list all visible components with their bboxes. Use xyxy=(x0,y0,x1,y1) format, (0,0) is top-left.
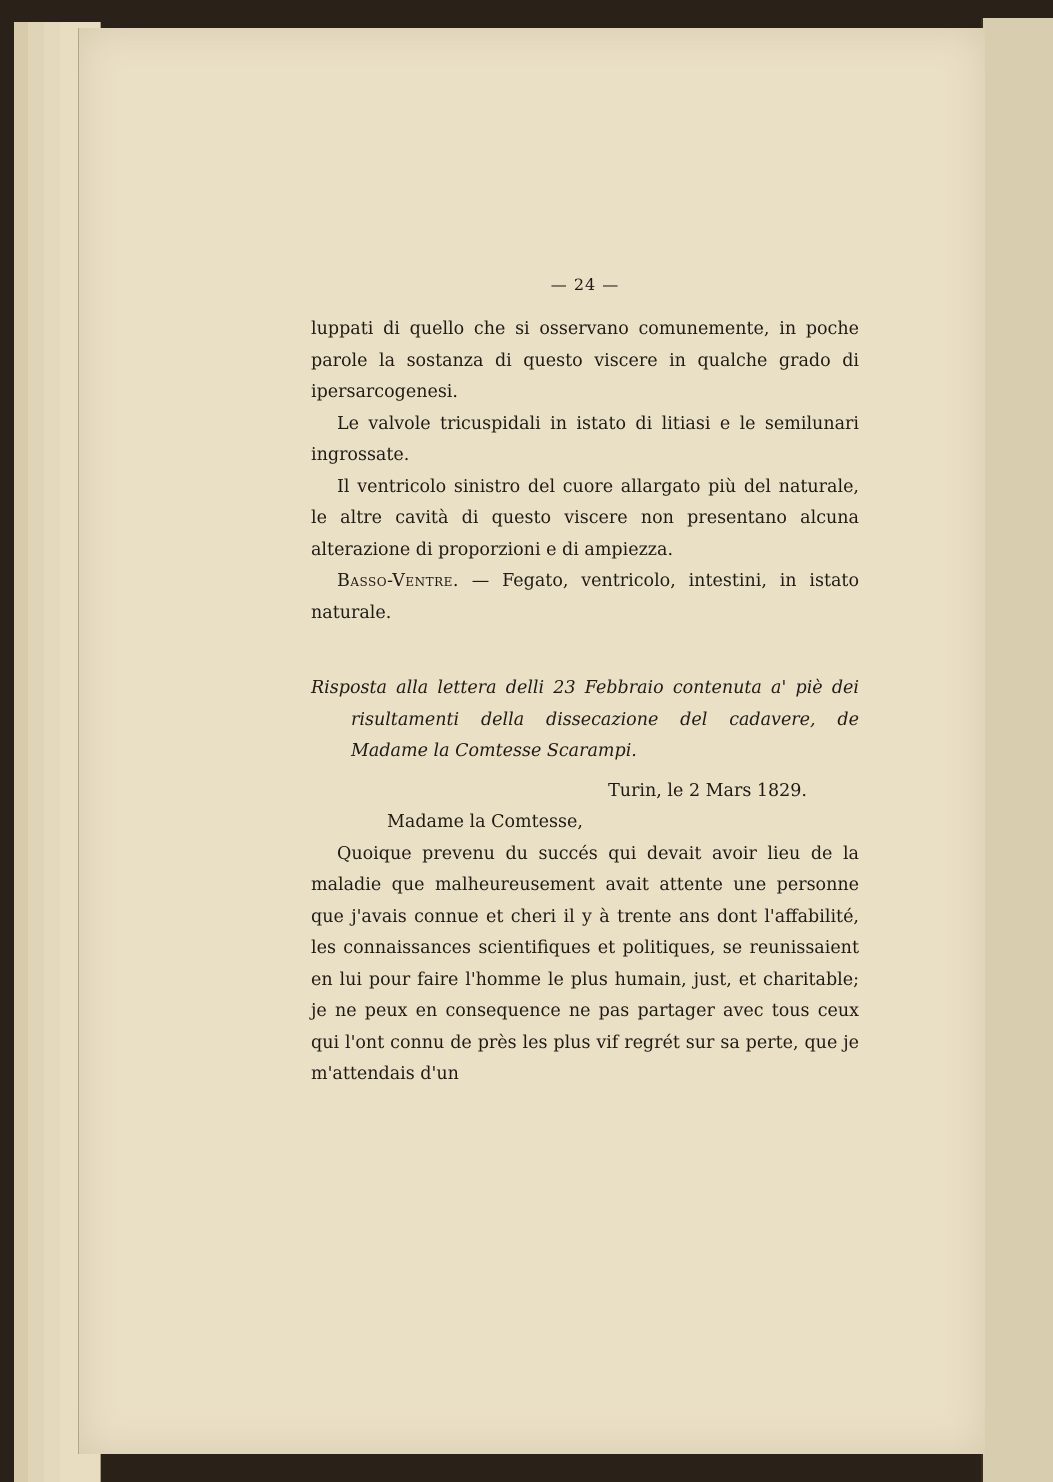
paragraph-abdomen-body: — Fegato, ventricolo, intestini, in istato naturale. xyxy=(311,571,859,623)
letter-dateline: Turin, le 2 Mars 1829. xyxy=(608,780,807,801)
page-number: — 24 — xyxy=(550,275,620,294)
section-heading: Basso-Ventre. xyxy=(337,571,459,591)
letter-caption: Risposta alla lettera delli 23 Febbraio contenuta a' piè dei risultamenti della dissecazione del cadavere, de Madame la Comtesse Scarampi. xyxy=(311,678,859,761)
next-page-leaf xyxy=(981,18,1053,1482)
book-page xyxy=(78,28,985,1454)
letter-body: Quoique prevenu du succés qui devait avoir lieu de la maladie que malheureusement avait attente une personne que j'avais connue et cheri il y à trente ans dont l'affabilité, les connaissances scientifiques et politiques, se reunissaient en lui pour faire l'homme le plus humain, just, et charitable; je ne peux en consequence ne pas partager avec tous ceux qui l'ont connu de près les plus vif regrét sur sa perte, que je m'attendais d'un xyxy=(311,843,859,1084)
paragraph-ventricle: Il ventricolo sinistro del cuore allargato più del naturale, le altre cavità di questo viscere non presentano alcuna alterazione di proporzioni e di ampiezza. xyxy=(311,476,859,560)
text-block xyxy=(311,314,859,1091)
paragraph-valves: Le valvole tricuspidali in istato di litiasi e le semilunari ingrossate. xyxy=(311,413,859,465)
letter-salutation: Madame la Comtesse, xyxy=(387,812,583,832)
paragraph-continuation: luppati di quello che si osservano comunemente, in poche parole la sostanza di questo viscere in qualche grado di ipersarcogenesi. xyxy=(311,319,859,402)
paragraph-abdomen xyxy=(311,566,859,629)
